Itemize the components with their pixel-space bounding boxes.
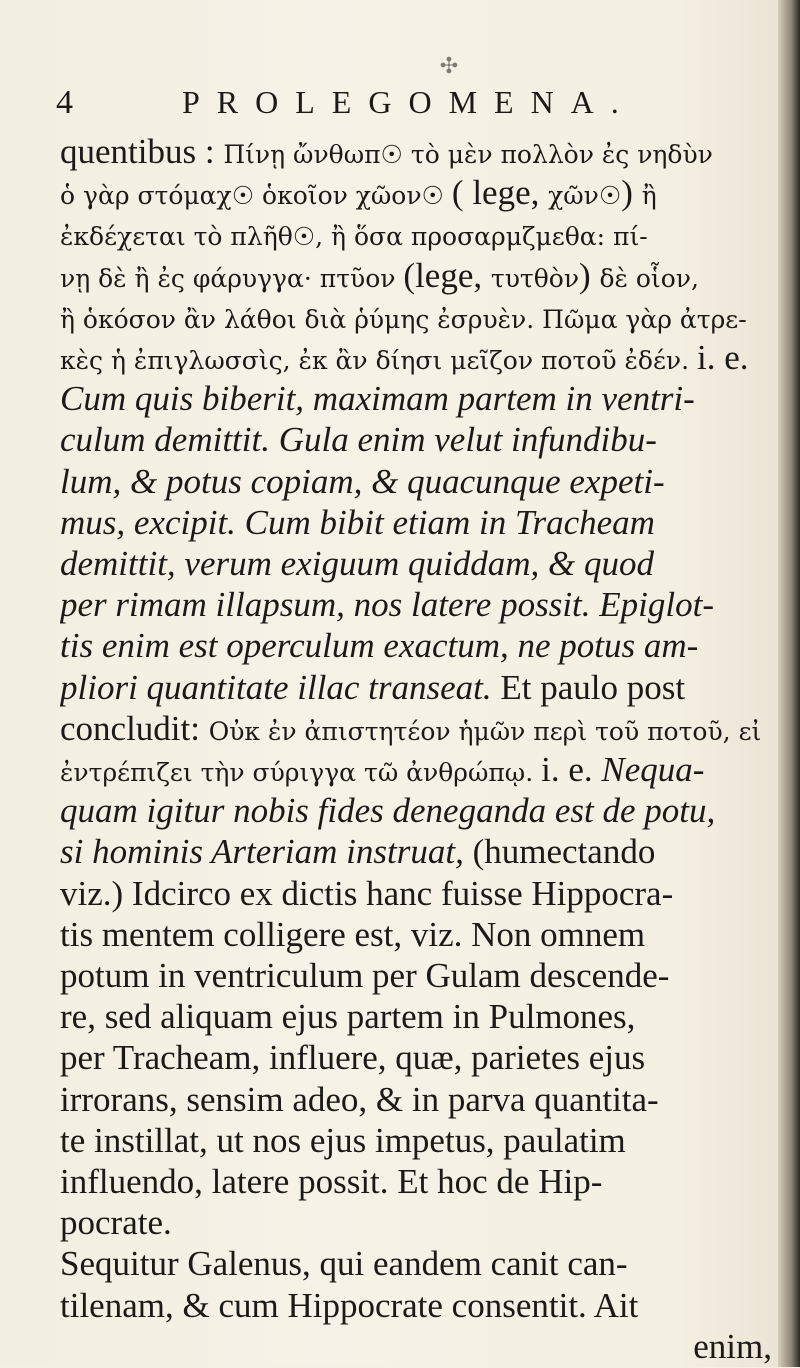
- latin-italic-text: Nequa-: [601, 750, 705, 789]
- latin-italic-text: per rimam illapsum, nos latere possit. Epiglot-: [60, 585, 714, 625]
- page-number: 4: [56, 84, 73, 121]
- latin-italic-text: Cum quis biberit, maximam partem in ventri-: [60, 379, 695, 419]
- text-line: [60, 995, 772, 1038]
- latin-italic-text: si hominis Arteriam instruat,: [60, 832, 473, 872]
- latin-text: re, sed aliquam ejus partem in Pulmones,: [60, 997, 636, 1037]
- text-line: [60, 212, 772, 255]
- latin-text: te instillat, ut nos ejus impetus, paulatim: [60, 1120, 626, 1160]
- latin-italic-text: mus, excipit. Cum bibit etiam in Tracheam: [60, 502, 655, 542]
- text-line: [60, 583, 772, 626]
- text-line: [60, 542, 772, 585]
- latin-text: quentibus :: [60, 132, 224, 171]
- latin-text: i. e.: [541, 750, 602, 789]
- greek-text: χῶν☉: [548, 181, 622, 211]
- text-line: [60, 1119, 772, 1162]
- greek-text: Πίνῃ ὤνθωπ☉ τὸ μὲν πολλὸν ἐς νηδὺν: [223, 140, 713, 169]
- text-line: [60, 1242, 772, 1285]
- text-line: [60, 1160, 772, 1203]
- text-line: [60, 1284, 772, 1327]
- greek-text: ἢ ὁκόσον ἂν λάθοι διὰ ῥύμης ἐσρυὲν. Πῶμα γὰρ ἀτρε-: [60, 304, 747, 334]
- text-line: [60, 789, 772, 832]
- text-line: [60, 1078, 772, 1121]
- greek-text: Οὐκ ἐν ἀπιστητέον ἡμῶν περὶ τοῦ ποτοῦ, εἰ: [208, 716, 762, 746]
- latin-text: Et paulo post: [500, 667, 686, 707]
- latin-italic-text: culum demittit. Gula enim velut infundibu-: [60, 420, 657, 460]
- latin-text: (humectando: [472, 832, 656, 872]
- latin-text: tis mentem colligere est, viz. Non omnem: [60, 914, 646, 954]
- latin-italic-text: quam igitur nobis fides deneganda est de potu,: [60, 791, 716, 831]
- text-line: [60, 460, 772, 503]
- text-line: [60, 336, 772, 379]
- latin-text: potum in ventriculum per Gulam descende-: [60, 956, 670, 995]
- page-edge-shadow: [778, 0, 800, 1367]
- greek-text: νῃ δὲ ἢ ἐς φάρυγγα· πτῦον: [60, 263, 404, 293]
- latin-text: ( lege,: [451, 173, 549, 213]
- text-line: [60, 418, 772, 461]
- text-line: [60, 872, 772, 915]
- latin-italic-text: demittit, verum exiguum quiddam, & quod: [60, 544, 654, 583]
- latin-italic-text: pliori quantitate illac transeat.: [60, 667, 501, 707]
- latin-text: tilenam, & cum Hippocrate consentit. Ait: [60, 1285, 639, 1325]
- greek-text: κὲς ἡ ἐπιγλωσσὶς, ἐκ ἂν δίησι μεῖζον ποτοῦ ἐδέν.: [60, 346, 697, 375]
- latin-text: pocrate.: [60, 1203, 172, 1243]
- latin-text: concludit:: [60, 708, 209, 748]
- greek-text: ἐκδέχεται τὸ πλῆθ☉, ἢ ὅσα προσαρμζμεθα: πί-: [60, 222, 648, 252]
- latin-text: Sequitur Galenus, qui eandem canit can-: [60, 1244, 628, 1284]
- text-line: [60, 748, 772, 791]
- text-line: [60, 501, 772, 544]
- latin-text: irrorans, sensim adeo, & in parva quantita-: [60, 1079, 659, 1119]
- text-line: [60, 254, 772, 297]
- text-line: [60, 830, 772, 873]
- latin-text: influendo, latere possit. Et hoc de Hip-: [60, 1162, 603, 1201]
- running-title: PROLEGOMENA.: [182, 84, 636, 120]
- text-line: [60, 171, 772, 214]
- greek-text: ὁ γὰρ στόμαχ☉ ὁκοῖον χῶον☉: [60, 181, 452, 211]
- latin-text: i. e.: [697, 338, 749, 377]
- latin-text: viz.) Idcirco ex dictis hanc fuisse Hippocra-: [60, 873, 674, 913]
- text-line: [60, 1036, 772, 1079]
- ornament-icon: ✣: [439, 53, 459, 78]
- latin-italic-text: tis enim est operculum exactum, ne potus am-: [60, 626, 699, 666]
- text-line: [60, 377, 772, 420]
- text-line: [60, 913, 772, 956]
- text-line: [60, 1201, 772, 1244]
- text-line: [60, 666, 772, 709]
- text-line: [60, 295, 772, 338]
- catchword: [60, 1325, 772, 1368]
- greek-text: ἐντρέπιζει τὴν σύριγγα τῶ ἀνθρώπῳ.: [60, 758, 542, 787]
- greek-text: δὲ οἷον,: [599, 263, 699, 293]
- running-header: [56, 84, 776, 130]
- latin-text: per Tracheam, influere, quæ, parietes ejus: [60, 1038, 646, 1078]
- latin-text: (lege,: [403, 255, 491, 295]
- latin-text: ): [579, 255, 600, 295]
- latin-italic-text: lum, & potus copiam, & quacunque expeti-: [60, 461, 665, 501]
- greek-text: ἢ: [641, 181, 657, 211]
- latin-text: ): [621, 173, 642, 213]
- text-line: [60, 954, 772, 997]
- text-line: [60, 130, 772, 173]
- text-line: [60, 707, 772, 750]
- greek-text: τυτθὸν: [490, 263, 580, 293]
- latin-text: enim,: [693, 1326, 772, 1366]
- text-line: [60, 624, 772, 667]
